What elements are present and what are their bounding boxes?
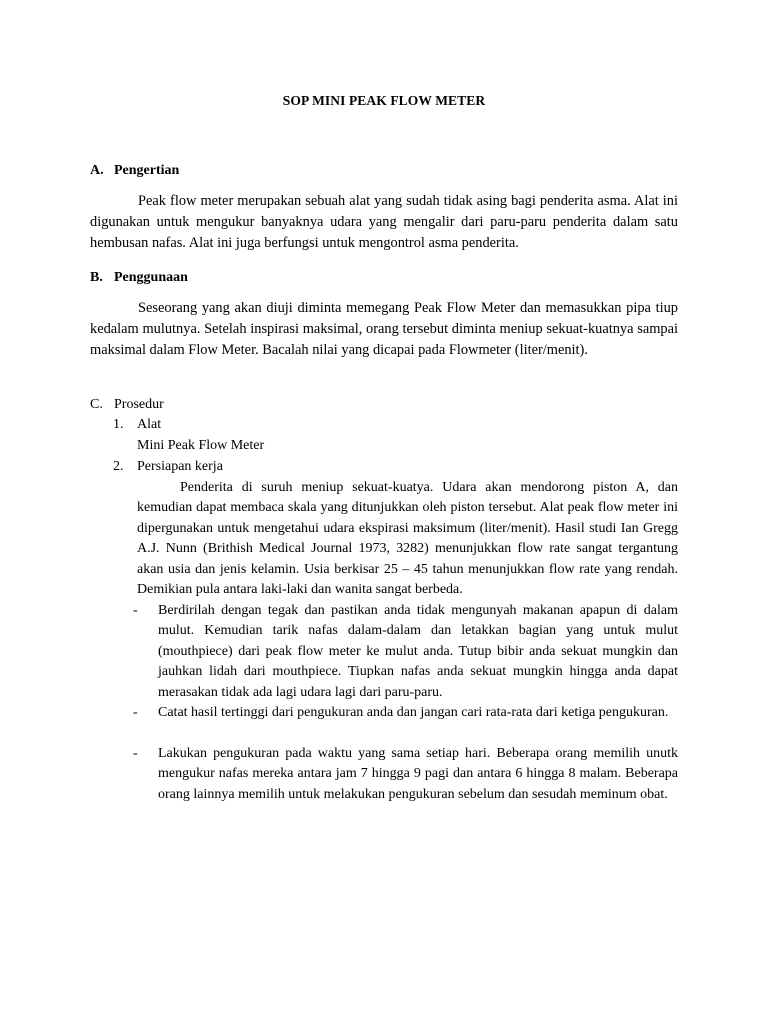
item-2-label: Persiapan kerja [137, 459, 223, 474]
bullet-2-marker: - [133, 705, 138, 720]
section-c-heading [90, 395, 164, 415]
item-2-paragraph-text: Penderita di suruh meniup sekuat-kuatya. Udara akan mendorong piston A, dan kemudian dapat membaca skala yang ditunjukkan oleh piston tersebut. Alat peak flow meter ini dipergunakan untuk mengetahui udara ekspirasi maksimum (liter/menit). Hasil studi Ian Gregg A.J. Nunn (Brithish Medical Journal 1973, 3282) menunjukkan flow rate sangat tergantung akan usia dan jenis kelamin. Usia berkisar 25 – 45 tahun menunjukkan flow rate yang rendah. Demikian pula antara laki-laki dan wanita sangat berbeda. [137, 480, 678, 598]
item-1-number: 1. [113, 417, 124, 432]
section-a-paragraph: Peak flow meter merupakan sebuah alat yang sudah tidak asing bagi penderita asma. Alat ini digunakan untuk mengukur banyaknya udara yang mengalir dari paru-paru penderita dalam satu hembusan nafas. Alat ini juga berfungsi untuk mengontrol asma penderita. [90, 193, 678, 252]
document-title: SOP MINI PEAK FLOW METER [282, 93, 486, 108]
section-b-letter: B. [90, 270, 103, 285]
section-a-heading [90, 161, 179, 181]
bullet-3-text: Lakukan pengukuran pada waktu yang sama setiap hari. Beberapa orang memilih unutk mengukur nafas mereka antara jam 7 hingga 9 pagi dan antara 6 hingga 8 malam. Beberapa orang lainnya memilih untuk melakukan pengukuran sebelum dan sesudah meminum obat. [158, 746, 678, 802]
section-b-paragraph: Seseorang yang akan diuji diminta memegang Peak Flow Meter dan memasukkan pipa tiup kedalam mulutnya. Setelah inspirasi maksimal, orang tersebut diminta meniup sekuat-kuatnya sampai maksimal dalam Flow Meter. Bacalah nilai yang dicapai pada Flowmeter (liter/menit). [90, 300, 678, 359]
section-c-title: Prosedur [114, 397, 164, 412]
item-1-detail: Mini Peak Flow Meter [137, 438, 265, 453]
section-b-heading [90, 268, 188, 288]
section-c-letter: C. [90, 397, 103, 412]
section-a-title: Pengertian [114, 163, 180, 178]
item-2-paragraph [137, 478, 678, 600]
section-b-title: Penggunaan [114, 270, 188, 285]
bullet-1-text: Berdirilah dengan tegak dan pastikan anda tidak mengunyah makanan apapun di dalam mulut. Kemudian tarik nafas dalam-dalam dan letakkan bagian yang untuk mulut (mouthpiece) dari peak flow meter ke mulut anda. Tutup bibir anda sekuat mungkin dan jauhkan lidah dari mouthpiece. Tiupkan nafas anda sekuat mungkin hingga anda dapat merasakan tidak ada lagi udara lagi dari paru-paru. [158, 603, 678, 700]
item-2-number: 2. [113, 459, 124, 474]
bullet-1-marker: - [133, 603, 138, 618]
bullet-2-text: Catat hasil tertinggi dari pengukuran anda dan jangan cari rata-rata dari ketiga pengukuran. [158, 705, 669, 720]
item-1-label: Alat [137, 417, 162, 432]
bullet-3-marker: - [133, 746, 138, 761]
section-a-letter: A. [90, 163, 104, 178]
